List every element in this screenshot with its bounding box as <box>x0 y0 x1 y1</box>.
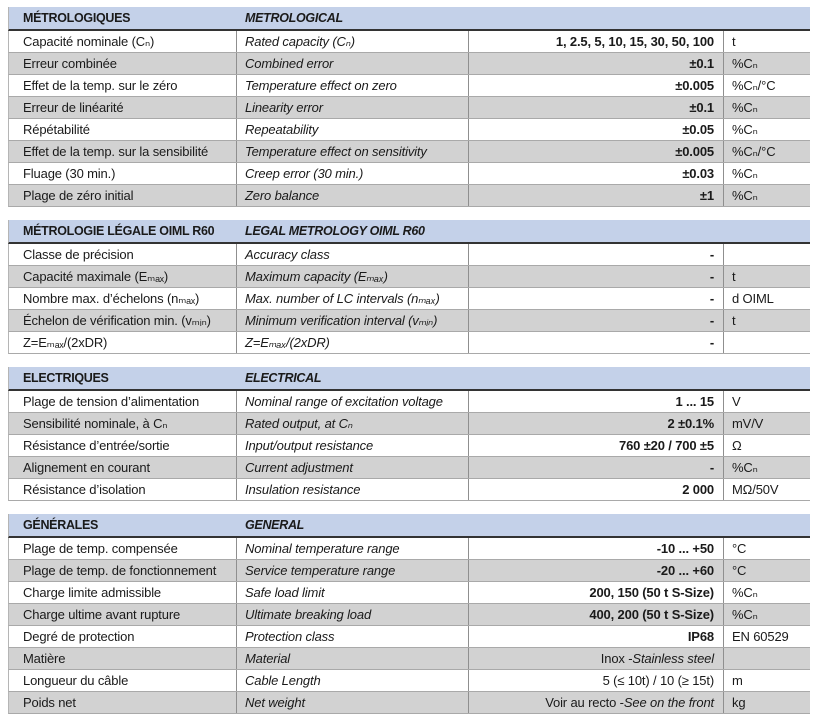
param-name-en-cell <box>237 288 469 309</box>
param-name-en: Zero balance <box>245 188 320 203</box>
param-value-text: 1, 2.5, 5, 10, 15, 30, 50, 100 <box>555 34 714 49</box>
param-name-fr-cell <box>9 163 237 184</box>
param-name-en: Current adjustment <box>245 460 353 475</box>
param-name-fr-cell <box>9 244 237 265</box>
param-value-cell <box>469 163 724 184</box>
param-name-fr: Plage de temp. de fonctionnement <box>23 563 217 578</box>
param-name-fr-cell <box>9 435 237 456</box>
param-unit-cell <box>724 457 811 478</box>
spec-row <box>8 97 810 119</box>
spec-row <box>8 391 810 413</box>
param-name-fr: Alignement en courant <box>23 460 150 475</box>
spec-row <box>8 457 810 479</box>
param-name-fr-cell <box>9 538 237 559</box>
param-name-en-cell <box>237 244 469 265</box>
param-name-en: Safe load limit <box>245 585 325 600</box>
param-name-en: Max. number of LC intervals (nₘₐₓ) <box>245 290 440 306</box>
param-name-fr-cell <box>9 53 237 74</box>
param-name-en: Nominal temperature range <box>245 541 400 556</box>
param-name-fr-cell <box>9 332 237 353</box>
param-unit-cell <box>724 626 811 647</box>
param-name-fr-cell <box>9 648 237 669</box>
param-unit: mV/V <box>732 416 764 431</box>
param-name-en: Insulation resistance <box>245 482 361 497</box>
param-name-en: Ultimate breaking load <box>245 607 372 622</box>
param-value-cell <box>469 266 724 287</box>
param-name-en: Maximum capacity (Eₘₐₓ) <box>245 268 388 284</box>
param-value-text: - <box>709 313 714 328</box>
section-title-fr: ELECTRIQUES <box>23 371 109 385</box>
param-name-fr-cell <box>9 582 237 603</box>
param-name-fr: Classe de précision <box>23 247 134 262</box>
param-name-en-cell <box>237 538 469 559</box>
param-value-cell <box>469 538 724 559</box>
param-unit-cell <box>724 692 811 713</box>
param-name-en-cell <box>237 141 469 162</box>
param-name-en: Input/output resistance <box>245 438 374 453</box>
param-unit: %Cₙ <box>732 55 758 71</box>
param-value-text: Voir au recto - <box>545 695 624 710</box>
spec-row <box>8 479 810 501</box>
param-unit: %Cₙ <box>732 459 758 475</box>
param-unit: %Cₙ/°C <box>732 143 776 159</box>
param-name-fr-cell <box>9 413 237 434</box>
param-unit-cell <box>724 119 811 140</box>
param-value-cell <box>469 53 724 74</box>
param-name-fr-cell <box>9 185 237 206</box>
section-title-fr: MÉTROLOGIE LÉGALE OIML R60 <box>23 224 215 238</box>
spec-row <box>8 604 810 626</box>
param-name-en-cell <box>237 119 469 140</box>
param-value-text: ±0.005 <box>675 78 714 93</box>
param-name-fr: Plage de tension d’alimentation <box>23 394 200 409</box>
section-general <box>8 514 810 714</box>
spec-row <box>8 266 810 288</box>
param-unit: t <box>732 34 736 49</box>
param-value-text: ±0.05 <box>682 122 714 137</box>
section-electrical <box>8 367 810 501</box>
spec-row <box>8 692 810 714</box>
spec-row <box>8 185 810 207</box>
param-name-fr-cell <box>9 626 237 647</box>
param-name-en: Nominal range of excitation voltage <box>245 394 443 409</box>
param-name-en-cell <box>237 75 469 96</box>
param-value-cell <box>469 626 724 647</box>
param-name-en: Protection class <box>245 629 335 644</box>
param-name-fr: Longueur du câble <box>23 673 129 688</box>
param-unit-cell <box>724 391 811 412</box>
param-unit: %Cₙ <box>732 165 758 181</box>
param-unit-cell <box>724 97 811 118</box>
param-name-en-cell <box>237 185 469 206</box>
param-unit: %Cₙ <box>732 606 758 622</box>
param-name-en-cell <box>237 692 469 713</box>
param-name-en: Material <box>245 651 291 666</box>
param-unit-cell <box>724 53 811 74</box>
spec-row <box>8 670 810 692</box>
param-value-cell <box>469 391 724 412</box>
param-value-text: 400, 200 (50 t S-Size) <box>589 607 714 622</box>
param-value-text: 2 000 <box>682 482 714 497</box>
spec-row <box>8 435 810 457</box>
param-name-fr: Résistance d’entrée/sortie <box>23 438 170 453</box>
param-value-text: - <box>709 269 714 284</box>
param-value-cell <box>469 31 724 52</box>
section-title-en: METROLOGICAL <box>245 11 343 25</box>
param-name-fr: Matière <box>23 651 66 666</box>
param-value-cell <box>469 97 724 118</box>
param-value-cell <box>469 457 724 478</box>
param-value-cell <box>469 119 724 140</box>
param-name-en-cell <box>237 582 469 603</box>
param-name-fr-cell <box>9 479 237 500</box>
spec-row <box>8 31 810 53</box>
param-name-fr: Erreur de linéarité <box>23 100 124 115</box>
param-value-cell <box>469 648 724 669</box>
param-value-text: 200, 150 (50 t S-Size) <box>589 585 714 600</box>
param-unit-cell <box>724 163 811 184</box>
param-name-en-cell <box>237 457 469 478</box>
param-name-fr-cell <box>9 560 237 581</box>
param-value-text: - <box>709 335 714 350</box>
param-value-text: 5 (≤ 10t) / 10 (≥ 15t) <box>602 673 714 688</box>
param-name-en: Combined error <box>245 56 334 71</box>
param-unit: kg <box>732 695 746 710</box>
param-name-fr: Degré de protection <box>23 629 135 644</box>
param-name-en-cell <box>237 626 469 647</box>
param-unit-cell <box>724 310 811 331</box>
param-value-text: -20 ... +60 <box>656 563 714 578</box>
param-unit: V <box>732 394 741 409</box>
param-value-cell <box>469 288 724 309</box>
param-value-cell <box>469 560 724 581</box>
param-value-text: 1 ... 15 <box>675 394 714 409</box>
param-name-fr: Plage de zéro initial <box>23 188 134 203</box>
spec-row <box>8 560 810 582</box>
param-unit: °C <box>732 541 747 556</box>
param-value-cell <box>469 479 724 500</box>
param-unit-cell <box>724 560 811 581</box>
param-name-en: Cable Length <box>245 673 321 688</box>
param-name-fr: Résistance d’isolation <box>23 482 146 497</box>
section-header <box>8 7 810 31</box>
param-value-cell <box>469 604 724 625</box>
param-unit-cell <box>724 332 811 353</box>
param-value-text: - <box>709 460 714 475</box>
param-name-en: Temperature effect on zero <box>245 78 397 93</box>
spec-table <box>8 7 810 714</box>
param-unit-cell <box>724 31 811 52</box>
spec-row <box>8 626 810 648</box>
param-name-en: Net weight <box>245 695 305 710</box>
param-unit: %Cₙ/°C <box>732 77 776 93</box>
param-value-text: Inox - <box>600 651 633 666</box>
param-name-en-cell <box>237 604 469 625</box>
param-value-cell <box>469 244 724 265</box>
param-name-fr-cell <box>9 310 237 331</box>
spec-row <box>8 310 810 332</box>
param-name-en-cell <box>237 310 469 331</box>
param-name-fr: Échelon de vérification min. (vₘᵢₙ) <box>23 312 211 328</box>
param-name-en: Minimum verification interval (vₘᵢₙ) <box>245 312 438 328</box>
param-value-text: ±0.1 <box>689 56 714 71</box>
param-name-fr: Nombre max. d’échelons (nₘₐₓ) <box>23 290 200 306</box>
param-name-fr: Effet de la temp. sur le zéro <box>23 78 178 93</box>
param-name-fr: Sensibilité nominale, à Cₙ <box>23 415 168 431</box>
param-name-en-cell <box>237 479 469 500</box>
param-unit-cell <box>724 648 811 669</box>
param-name-en: Rated output, at Cₙ <box>245 415 353 431</box>
param-name-fr: Capacité maximale (Eₘₐₓ) <box>23 268 169 284</box>
param-name-en: Creep error (30 min.) <box>245 166 364 181</box>
param-unit-cell <box>724 288 811 309</box>
param-value-cell <box>469 435 724 456</box>
param-unit: t <box>732 269 736 284</box>
param-name-fr: Fluage (30 min.) <box>23 166 116 181</box>
spec-row <box>8 288 810 310</box>
param-unit: d OIML <box>732 291 774 306</box>
param-name-en: Rated capacity (Cₙ) <box>245 33 355 49</box>
param-name-fr: Z=Eₘₐₓ/(2xDR) <box>23 334 108 350</box>
param-unit: %Cₙ <box>732 584 758 600</box>
param-name-en-cell <box>237 413 469 434</box>
param-unit-cell <box>724 75 811 96</box>
param-unit-cell <box>724 435 811 456</box>
param-name-en-cell <box>237 391 469 412</box>
param-unit: t <box>732 313 736 328</box>
spec-row <box>8 582 810 604</box>
section-header <box>8 220 810 244</box>
param-value-text: ±0.005 <box>675 144 714 159</box>
param-value-text: -10 ... +50 <box>656 541 714 556</box>
section-title-fr: MÉTROLOGIQUES <box>23 11 131 25</box>
param-value-cell <box>469 582 724 603</box>
param-unit-cell <box>724 244 811 265</box>
param-unit-cell <box>724 185 811 206</box>
section-title-en: GENERAL <box>245 518 305 532</box>
param-value-cell <box>469 413 724 434</box>
param-value-text: ±0.03 <box>682 166 714 181</box>
param-name-fr-cell <box>9 604 237 625</box>
param-name-en: Service temperature range <box>245 563 396 578</box>
param-name-fr: Effet de la temp. sur la sensibilité <box>23 144 209 159</box>
param-unit: EN 60529 <box>732 629 789 644</box>
param-name-fr: Erreur combinée <box>23 56 117 71</box>
param-name-fr-cell <box>9 457 237 478</box>
spec-row <box>8 163 810 185</box>
param-value-text: 760 ±20 / 700 ±5 <box>619 438 714 453</box>
param-value-cell <box>469 141 724 162</box>
param-name-fr: Répétabilité <box>23 122 90 137</box>
param-unit-cell <box>724 266 811 287</box>
param-value-cell <box>469 332 724 353</box>
param-unit: m <box>732 673 743 688</box>
param-name-en: Linearity error <box>245 100 323 115</box>
param-unit: °C <box>732 563 747 578</box>
section-title-fr: GÉNÉRALES <box>23 518 99 532</box>
param-unit: %Cₙ <box>732 99 758 115</box>
param-name-fr-cell <box>9 670 237 691</box>
param-unit: %Cₙ <box>732 121 758 137</box>
section-header <box>8 514 810 538</box>
param-name-en-cell <box>237 670 469 691</box>
param-value-cell <box>469 310 724 331</box>
param-name-fr-cell <box>9 391 237 412</box>
param-name-en-cell <box>237 53 469 74</box>
param-value-text: ±1 <box>699 188 714 203</box>
param-name-en: Z=Eₘₐₓ/(2xDR) <box>245 334 330 350</box>
section-metrological <box>8 7 810 207</box>
param-name-fr-cell <box>9 31 237 52</box>
param-name-fr: Capacité nominale (Cₙ) <box>23 33 155 49</box>
section-title-en: ELECTRICAL <box>245 371 322 385</box>
spec-row <box>8 141 810 163</box>
spec-row <box>8 119 810 141</box>
param-value-cell <box>469 670 724 691</box>
param-value-text: - <box>709 247 714 262</box>
param-name-fr-cell <box>9 288 237 309</box>
param-unit-cell <box>724 582 811 603</box>
param-value-cell <box>469 75 724 96</box>
param-name-fr-cell <box>9 97 237 118</box>
spec-row <box>8 53 810 75</box>
param-value-text: ±0.1 <box>689 100 714 115</box>
param-name-fr-cell <box>9 692 237 713</box>
spec-row <box>8 332 810 354</box>
param-unit: MΩ/50V <box>732 482 779 497</box>
param-name-en-cell <box>237 332 469 353</box>
param-name-fr-cell <box>9 119 237 140</box>
spec-row <box>8 648 810 670</box>
param-name-en-cell <box>237 266 469 287</box>
param-value-cell <box>469 185 724 206</box>
param-name-fr: Charge ultime avant rupture <box>23 607 181 622</box>
section-header <box>8 367 810 391</box>
spec-row <box>8 75 810 97</box>
spec-row <box>8 244 810 266</box>
param-value-text: IP68 <box>687 629 714 644</box>
param-value-text: - <box>709 291 714 306</box>
param-unit-cell <box>724 479 811 500</box>
param-name-fr-cell <box>9 266 237 287</box>
param-name-en: Temperature effect on sensitivity <box>245 144 427 159</box>
param-unit-cell <box>724 604 811 625</box>
section-title-en: LEGAL METROLOGY OIML R60 <box>245 224 425 238</box>
param-name-en-cell <box>237 31 469 52</box>
param-name-en-cell <box>237 648 469 669</box>
param-name-en-cell <box>237 97 469 118</box>
section-legal-metrology-oiml-r60 <box>8 220 810 354</box>
param-name-fr-cell <box>9 141 237 162</box>
param-unit-cell <box>724 670 811 691</box>
param-name-fr: Poids net <box>23 695 76 710</box>
param-name-fr: Charge limite admissible <box>23 585 162 600</box>
param-unit: Ω <box>732 438 742 453</box>
param-unit-cell <box>724 538 811 559</box>
spec-row <box>8 538 810 560</box>
spec-row <box>8 413 810 435</box>
param-name-en: Repeatability <box>245 122 319 137</box>
param-name-en: Accuracy class <box>245 247 330 262</box>
param-name-en-cell <box>237 435 469 456</box>
param-unit-cell <box>724 141 811 162</box>
param-unit-cell <box>724 413 811 434</box>
param-name-fr: Plage de temp. compensée <box>23 541 178 556</box>
param-name-fr-cell <box>9 75 237 96</box>
param-value-italic: See on the front <box>623 695 714 710</box>
param-value-cell <box>469 692 724 713</box>
param-value-italic: Stainless steel <box>632 651 714 666</box>
param-name-en-cell <box>237 560 469 581</box>
param-name-en-cell <box>237 163 469 184</box>
param-unit: %Cₙ <box>732 187 758 203</box>
param-value-text: 2 ±0.1% <box>667 416 714 431</box>
